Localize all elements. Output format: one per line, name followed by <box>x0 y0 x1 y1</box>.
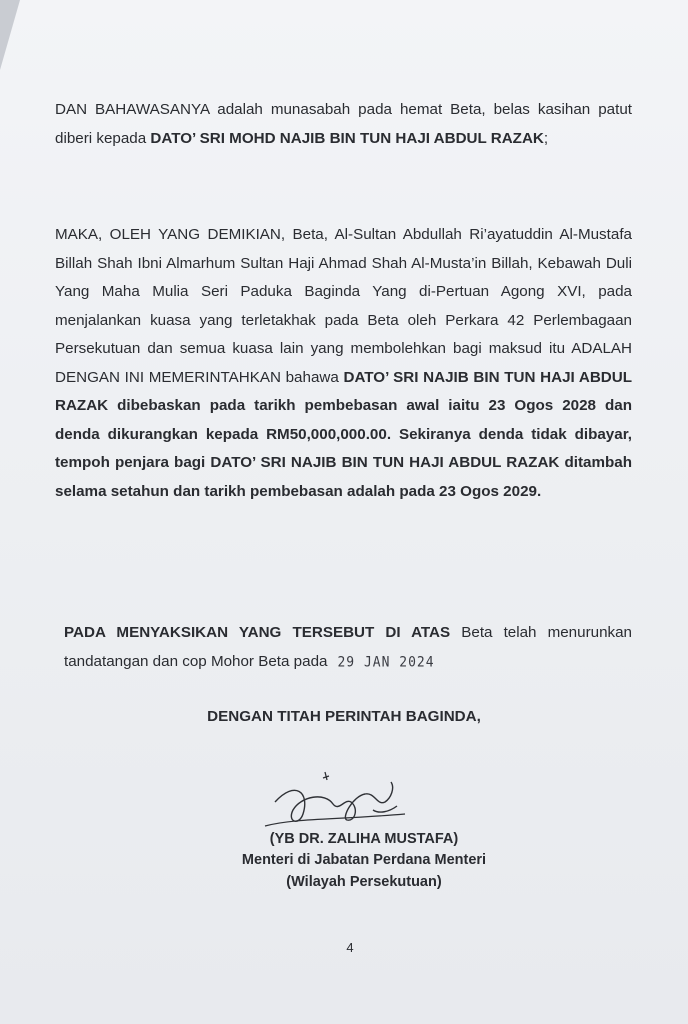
signer-region: (Wilayah Persekutuan) <box>286 874 442 890</box>
para1-lead: DAN BAHAWASANYA adalah munasabah pada hemat Beta, belas kasihan patut diberi kepada <box>55 101 632 147</box>
para2-bold-decree: DATO’ SRI NAJIB BIN TUN HAJI ABDUL RAZAK dibebaskan pada tarikh pembebasan awal iaitu 23 Ogos 2028 dan denda dikurangkan kepada RM50,000,000.00. Sekiranya denda tidak dibayar, tempoh penjara bagi DATO’ SRI NAJIB BIN TUN HAJI ABDUL RAZAK ditambah selama setahun dan tarikh pembebasan adalah pada 23 Ogos 2029. <box>55 368 633 500</box>
signer-name: (YB DR. ZALIHA MUSTAFA) <box>269 831 459 847</box>
page-number: 4 <box>346 940 354 955</box>
royal-command-line: DENGAN TITAH PERINTAH BAGINDA, <box>207 708 481 725</box>
para1-tail: ; <box>543 129 549 147</box>
signer-title: Menteri di Jabatan Perdana Menteri <box>241 852 487 868</box>
stamped-date: 29 JAN 2024 <box>337 653 435 671</box>
para1-name: DATO’ SRI MOHD NAJIB BIN TUN HAJI ABDUL RAZAK <box>150 129 544 147</box>
para2-text: MAKA, OLEH YANG DEMIKIAN, Beta, Al-Sultan Abdullah Ri’ayatuddin Al-Mustafa Billah Shah Ibni Almarhum Sultan Haji Ahmad Shah Al-Musta’in Billah, Kebawah Duli Yang Maha Mulia Seri Paduka Baginda Yang di-Pertuan Agong XVI, pada menjalankan kuasa yang terletakhak pada Beta oleh Perkara 42 Perlembagaan Persekutuan dan semua kuasa lain yang membolehkan bagi maksud itu ADALAH DENGAN INI MEMERINTAHKAN bahawa <box>55 226 632 386</box>
paragraph-witness <box>64 619 632 677</box>
paragraph-mercy-clause <box>55 96 632 153</box>
para3-text: Beta telah menurunkan tandatangan dan cop Mohor Beta pada <box>64 624 633 670</box>
para3-bold-lead: PADA MENYAKSIKAN YANG TERSEBUT DI ATAS <box>64 624 451 641</box>
page-corner-shadow <box>0 0 20 70</box>
paragraph-decree <box>55 221 632 506</box>
